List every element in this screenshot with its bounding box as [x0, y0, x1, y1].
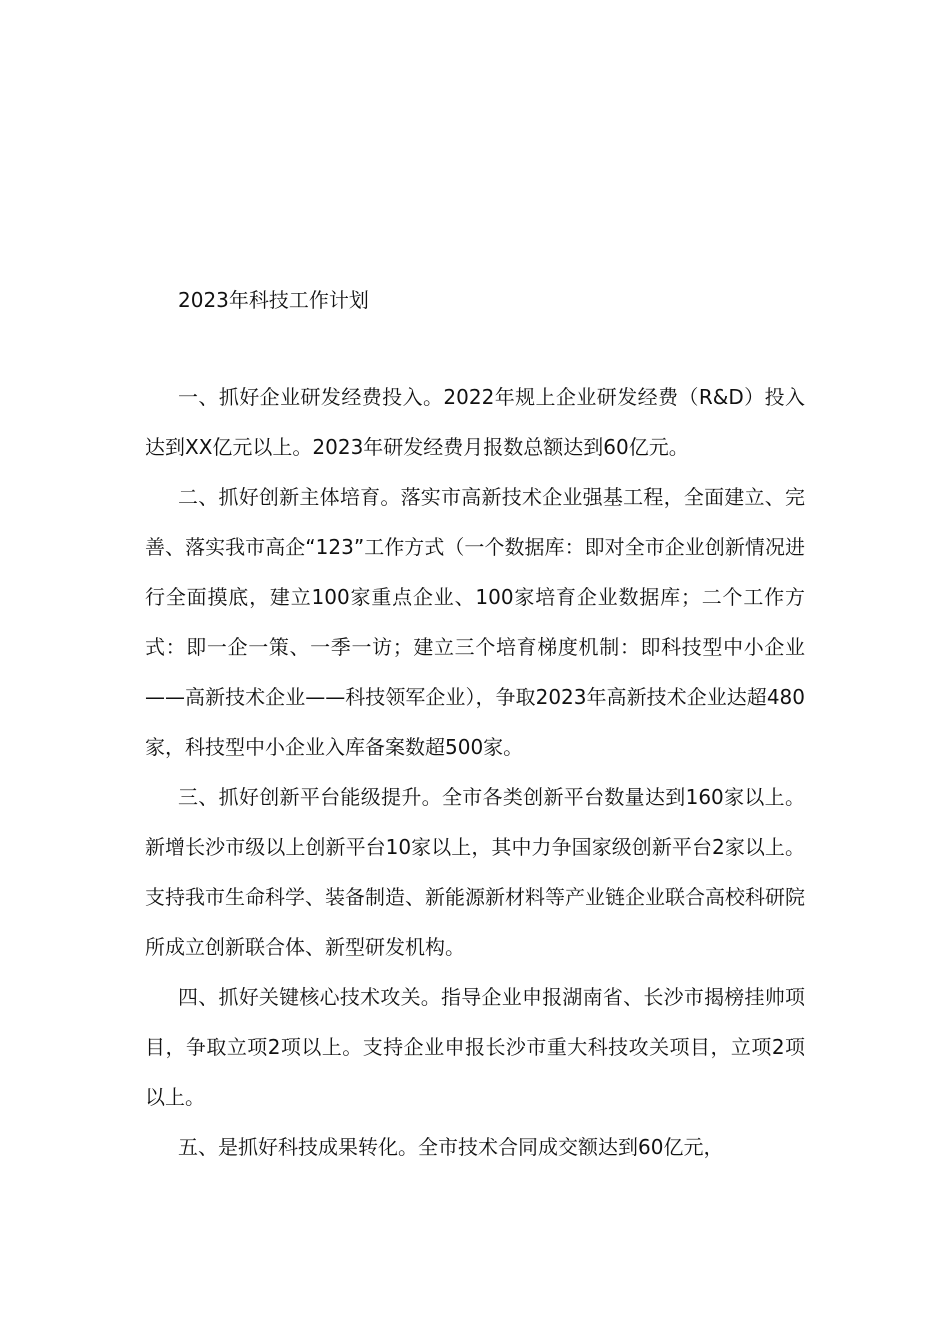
document-title: 2023年科技工作计划: [178, 288, 369, 312]
paragraph-1: 一、抓好企业研发经费投入。2022年规上企业研发经费（R&D）投入达到XX亿元以上。2023年研发经费月报数总额达到60亿元。: [145, 385, 805, 459]
document-body: [145, 372, 805, 1172]
paragraph-5: 五、是抓好科技成果转化。全市技术合同成交额达到60亿元，: [178, 1135, 724, 1159]
paragraph-4: 四、抓好关键核心技术攻关。指导企业申报湖南省、长沙市揭榜挂帅项目，争取立项2项以上。支持企业申报长沙市重大科技攻关项目，立项2项以上。: [145, 985, 805, 1109]
paragraph-2: 二、抓好创新主体培育。落实市高新技术企业强基工程，全面建立、完善、落实我市高企“123”工作方式（一个数据库：即对全市企业创新情况进行全面摸底，建立100家重点企业、100家培育企业数据库；二个工作方式：即一企一策、一季一访；建立三个培育梯度机制：即科技型中小企业——高新技术企业——科技领军企业），争取2023年高新技术企业达超480家，科技型中小企业入库备案数超500家。: [145, 485, 805, 759]
paragraph-3: 三、抓好创新平台能级提升。全市各类创新平台数量达到160家以上。新增长沙市级以上创新平台10家以上，其中力争国家级创新平台2家以上。支持我市生命科学、装备制造、新能源新材料等产业链企业联合高校科研院所成立创新联合体、新型研发机构。: [145, 785, 805, 959]
